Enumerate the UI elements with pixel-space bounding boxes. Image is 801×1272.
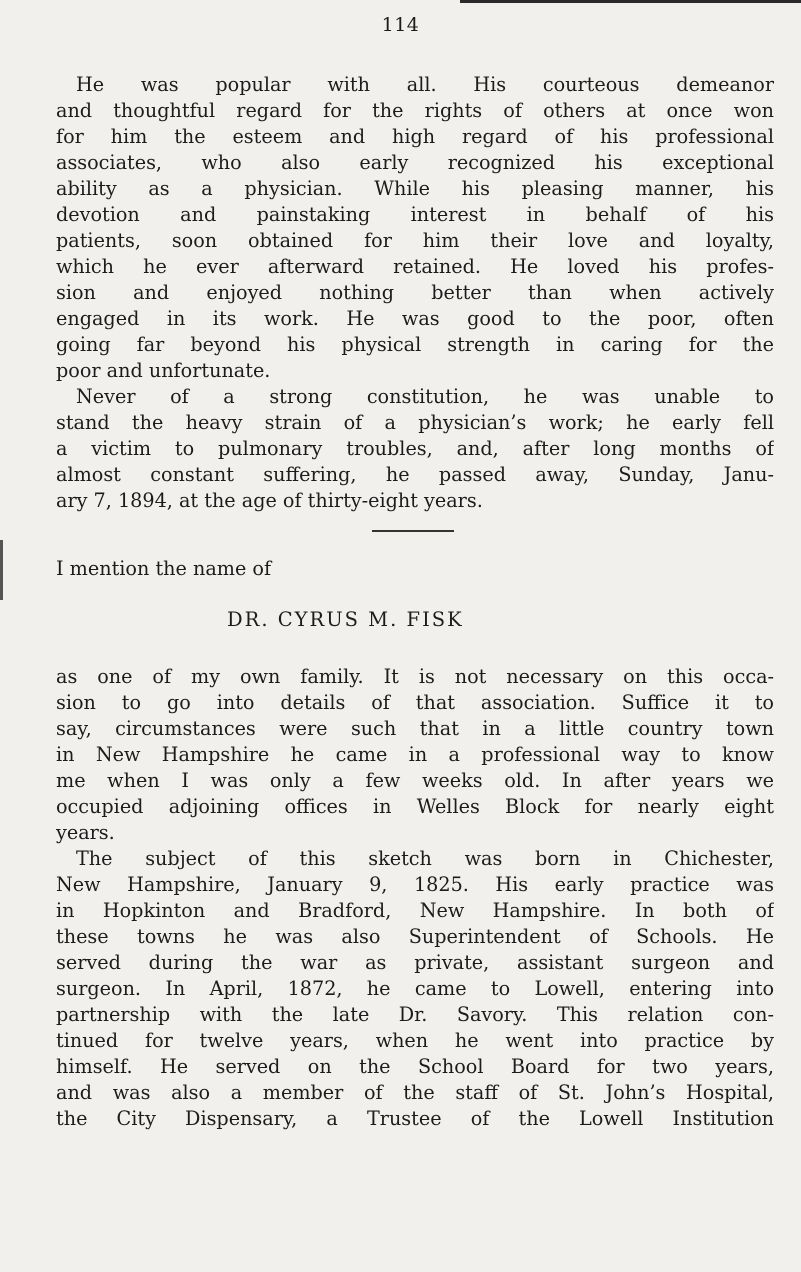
text-line: stand the heavy strain of a physician’s work; he early fell [56, 411, 774, 434]
text-line: in New Hampshire he came in a professional way to know [56, 743, 774, 766]
text-line: The subject of this sketch was born in Chichester, [76, 847, 774, 870]
text-line: which he ever afterward retained. He loved his profes- [56, 255, 774, 278]
text-line: devotion and painstaking interest in behalf of his [56, 203, 774, 226]
text-line: partnership with the late Dr. Savory. This relation con- [56, 1003, 774, 1026]
text-line: served during the war as private, assistant surgeon and [56, 951, 774, 974]
text-line: as one of my own family. It is not necessary on this occa- [56, 665, 774, 688]
text-line: Never of a strong constitution, he was unable to [76, 385, 774, 408]
text-line: sion and enjoyed nothing better than when actively [56, 281, 774, 304]
text-line: occupied adjoining offices in Welles Block for nearly eight [56, 795, 774, 818]
text-line: himself. He served on the School Board for two years, [56, 1055, 774, 1078]
text-line: almost constant suffering, he passed away, Sunday, Janu- [56, 463, 774, 486]
text-line: for him the esteem and high regard of his professional [56, 125, 774, 148]
page-number: 114 [381, 14, 420, 36]
text-line: engaged in its work. He was good to the poor, often [56, 307, 774, 330]
text-line: a victim to pulmonary troubles, and, after long months of [56, 437, 774, 460]
text-line: the City Dispensary, a Trustee of the Lowell Institution [56, 1107, 774, 1130]
text-line: He was popular with all. His courteous demeanor [76, 73, 774, 96]
text-line: ary 7, 1894, at the age of thirty-eight years. [56, 489, 483, 512]
text-line: say, circumstances were such that in a little country town [56, 717, 774, 740]
text-line: years. [56, 821, 115, 844]
text-line: and was also a member of the staff of St. John’s Hospital, [56, 1081, 774, 1104]
text-line: poor and unfortunate. [56, 359, 271, 382]
page-top-edge [460, 0, 801, 3]
text-line: tinued for twelve years, when he went into practice by [56, 1029, 774, 1052]
intro-line: I mention the name of [56, 557, 272, 580]
section-divider [372, 530, 454, 532]
page-left-edge-mark [0, 540, 3, 600]
person-name-heading: DR. CYRUS M. FISK [227, 608, 464, 631]
text-line: going far beyond his physical strength in caring for the [56, 333, 774, 356]
text-line: me when I was only a few weeks old. In after years we [56, 769, 774, 792]
text-line: New Hampshire, January 9, 1825. His early practice was [56, 873, 774, 896]
text-line: ability as a physician. While his pleasing manner, his [56, 177, 774, 200]
text-line: these towns he was also Superintendent of Schools. He [56, 925, 774, 948]
text-line: associates, who also early recognized his exceptional [56, 151, 774, 174]
text-line: surgeon. In April, 1872, he came to Lowell, entering into [56, 977, 774, 1000]
text-line: sion to go into details of that association. Suffice it to [56, 691, 774, 714]
text-line: and thoughtful regard for the rights of others at once won [56, 99, 774, 122]
text-line: patients, soon obtained for him their love and loyalty, [56, 229, 774, 252]
text-line: in Hopkinton and Bradford, New Hampshire. In both of [56, 899, 774, 922]
